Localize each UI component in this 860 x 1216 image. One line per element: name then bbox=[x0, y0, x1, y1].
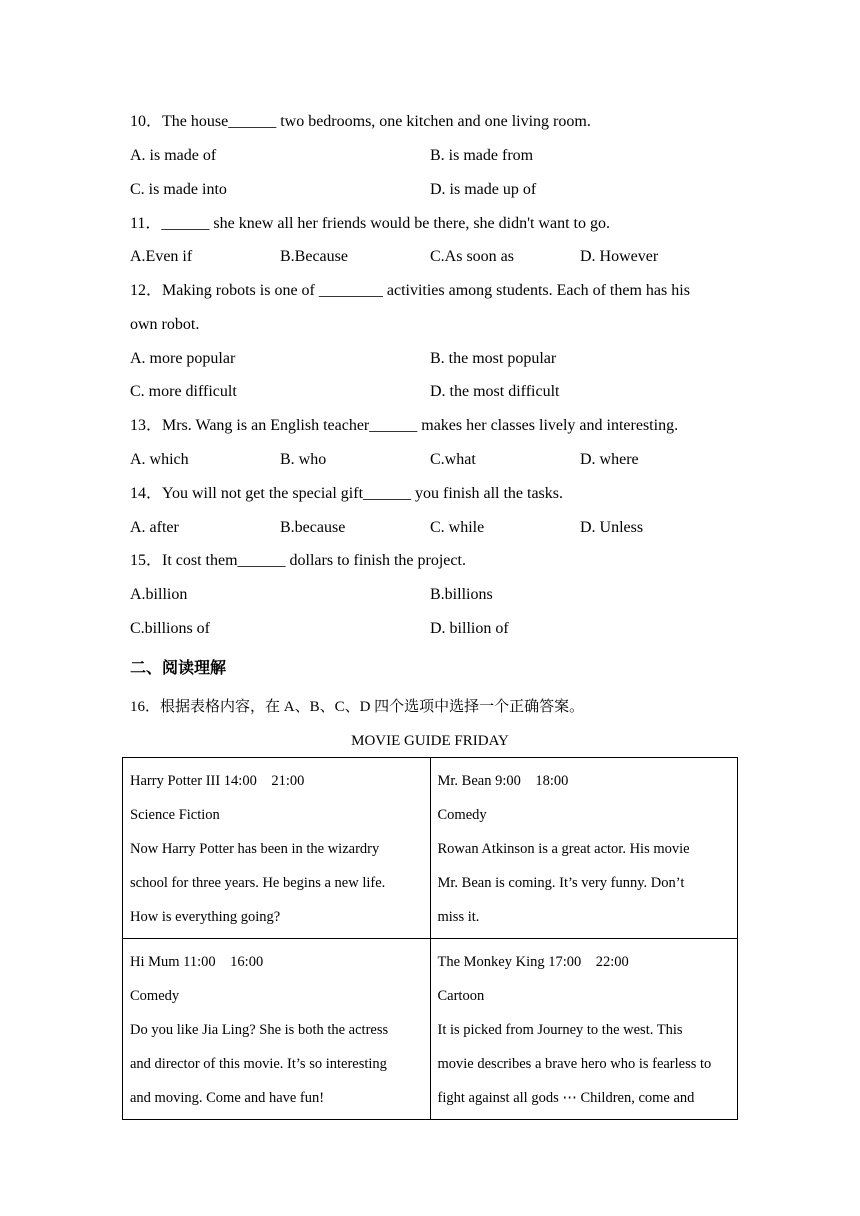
question-13-stem: 13．Mrs. Wang is an English teacher______ makes her classes lively and interesting. bbox=[130, 417, 679, 434]
movie-desc-line: Now Harry Potter has been in the wizardry bbox=[130, 841, 380, 857]
movie-genre: Science Fiction bbox=[130, 807, 220, 823]
question-10-stem: 10．The house______ two bedrooms, one kitchen and one living room. bbox=[130, 113, 591, 130]
movie-desc-line: school for three years. He begins a new life. bbox=[130, 875, 386, 891]
movie-cell-harry-potter bbox=[123, 758, 431, 939]
table-row bbox=[123, 939, 738, 1120]
movie-title-times: The Monkey King 17:00 22:00 bbox=[437, 954, 629, 970]
question-12-option-a: A. more popular bbox=[130, 350, 236, 367]
movie-cell-monkey-king bbox=[430, 939, 738, 1120]
question-14-stem: 14．You will not get the special gift______ you finish all the tasks. bbox=[130, 485, 564, 502]
question-15-stem: 15．It cost them______ dollars to finish the project. bbox=[130, 552, 466, 569]
question-14-option-b: B.because bbox=[280, 519, 346, 536]
question-12-option-d: D. the most difficult bbox=[430, 383, 560, 400]
question-13-option-c: C.what bbox=[430, 451, 476, 468]
section-heading: 二、阅读理解 bbox=[130, 658, 227, 677]
movie-title-times: Mr. Bean 9:00 18:00 bbox=[437, 773, 569, 789]
movie-cell-mr-bean bbox=[430, 758, 738, 939]
question-11-stem: 11．______ she knew all her friends would be there, she didn't want to go. bbox=[130, 215, 610, 232]
question-14-option-a: A. after bbox=[130, 519, 179, 536]
question-11-option-a: A.Even if bbox=[130, 248, 193, 265]
question-12-stem-line1: 12．Making robots is one of ________ activities among students. Each of them has his bbox=[130, 282, 690, 299]
question-10-option-c: C. is made into bbox=[130, 181, 227, 198]
question-14-option-c: C. while bbox=[430, 519, 485, 536]
question-15-option-a: A.billion bbox=[130, 586, 188, 603]
movie-desc-line: Mr. Bean is coming. It’s very funny. Don’t bbox=[437, 875, 685, 891]
table-caption: MOVIE GUIDE FRIDAY bbox=[351, 733, 509, 749]
movie-desc-line: movie describes a brave hero who is fearless to bbox=[437, 1056, 712, 1072]
movie-cell-hi-mum bbox=[123, 939, 431, 1120]
movie-desc-line: and director of this movie. It’s so interesting bbox=[130, 1056, 387, 1072]
movie-desc-line: and moving. Come and have fun! bbox=[130, 1090, 325, 1106]
question-15-option-c: C.billions of bbox=[130, 620, 211, 637]
table-row bbox=[123, 758, 738, 939]
question-12-stem-line2: own robot. bbox=[130, 316, 200, 333]
movie-title-times: Harry Potter III 14:00 21:00 bbox=[130, 773, 305, 789]
movie-desc-line: fight against all gods ⋯ Children, come and bbox=[437, 1090, 695, 1106]
question-15-option-d: D. billion of bbox=[430, 620, 509, 637]
question-11-option-d: D. However bbox=[580, 248, 659, 265]
question-15-option-b: B.billions bbox=[430, 586, 493, 603]
question-14-option-d: D. Unless bbox=[580, 519, 644, 536]
movie-guide-table bbox=[122, 757, 738, 1120]
movie-desc-line: It is picked from Journey to the west. This bbox=[437, 1022, 683, 1038]
question-10-option-b: B. is made from bbox=[430, 147, 534, 164]
question-10-option-a: A. is made of bbox=[130, 147, 217, 164]
movie-desc-line: Rowan Atkinson is a great actor. His movie bbox=[437, 841, 690, 857]
question-11-option-b: B.Because bbox=[280, 248, 348, 265]
movie-desc-line: How is everything going? bbox=[130, 909, 281, 925]
movie-title-times: Hi Mum 11:00 16:00 bbox=[130, 954, 264, 970]
question-13-option-a: A. which bbox=[130, 451, 189, 468]
question-11-option-c: C.As soon as bbox=[430, 248, 515, 265]
movie-desc-line: miss it. bbox=[437, 909, 480, 925]
movie-desc-line: Do you like Jia Ling? She is both the actress bbox=[130, 1022, 389, 1038]
question-10-option-d: D. is made up of bbox=[430, 181, 537, 198]
movie-genre: Cartoon bbox=[437, 988, 485, 1004]
movie-genre: Comedy bbox=[437, 807, 487, 823]
movie-genre: Comedy bbox=[130, 988, 180, 1004]
question-16-instruction: 16．根据表格内容，在 A、B、C、D 四个选项中选择一个正确答案。 bbox=[130, 699, 585, 715]
question-12-option-c: C. more difficult bbox=[130, 383, 237, 400]
question-13-option-b: B. who bbox=[280, 451, 327, 468]
question-13-option-d: D. where bbox=[580, 451, 639, 468]
question-12-option-b: B. the most popular bbox=[430, 350, 557, 367]
